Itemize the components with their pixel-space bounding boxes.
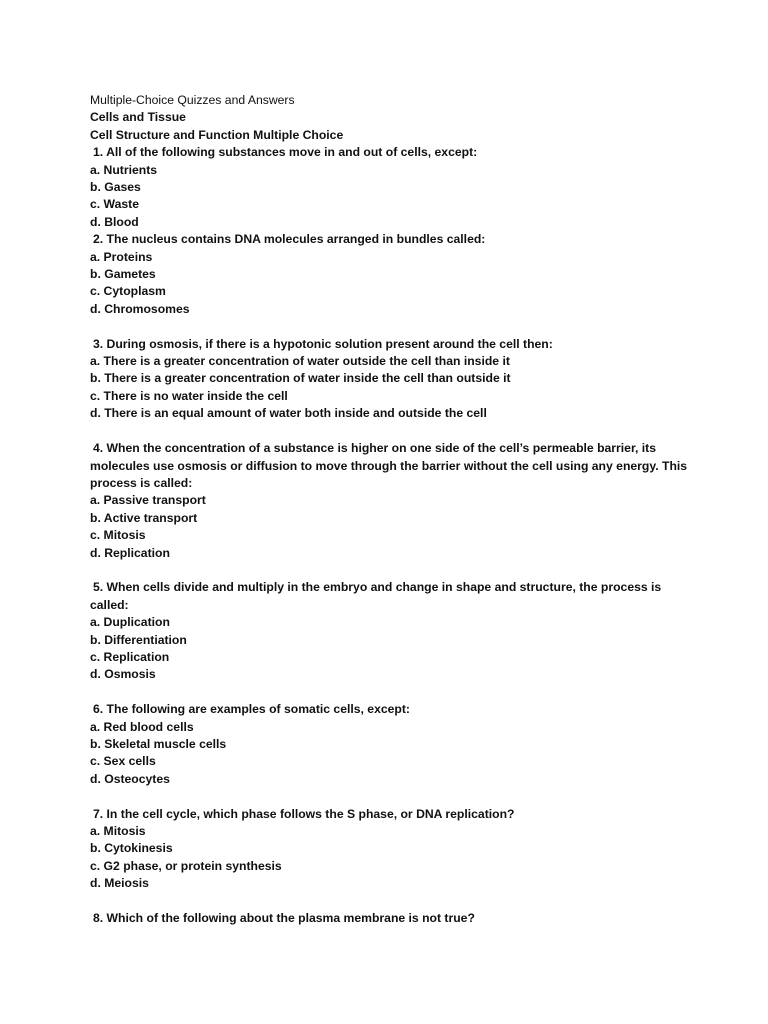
- question-2: [90, 231, 690, 318]
- question-3: [90, 336, 690, 423]
- question-stem: 8. Which of the following about the plasma membrane is not true?: [93, 911, 475, 925]
- answer-option: b. Differentiation: [90, 632, 187, 647]
- question-stem: 2. The nucleus contains DNA molecules arranged in bundles called:: [93, 232, 486, 247]
- question-stem-line: called:: [90, 597, 129, 612]
- question-stem: 1. All of the following substances move in and out of cells, except:: [93, 145, 478, 160]
- answer-option: a. Passive transport: [90, 493, 206, 508]
- answer-option: a. Duplication: [90, 615, 170, 630]
- answer-option: d. Chromosomes: [90, 301, 190, 316]
- answer-option: a. Red blood cells: [90, 719, 194, 734]
- spacer: [90, 893, 690, 910]
- answer-option: b. Gametes: [90, 267, 156, 282]
- answer-option: b. There is a greater concentration of water inside the cell than outside it: [90, 371, 511, 386]
- answer-option: d. Blood: [90, 214, 139, 229]
- section-heading: Cell Structure and Function Multiple Choice: [90, 127, 344, 142]
- document-title: Multiple-Choice Quizzes and Answers: [90, 93, 295, 107]
- answer-option: b. Cytokinesis: [90, 841, 173, 856]
- answer-option: b. Skeletal muscle cells: [90, 736, 227, 751]
- answer-option: a. Proteins: [90, 249, 153, 264]
- question-stem: 6. The following are examples of somatic cells, except:: [93, 702, 410, 717]
- answer-option: c. Replication: [90, 649, 170, 664]
- answer-option: c. G2 phase, or protein synthesis: [90, 858, 282, 873]
- question-stem: 7. In the cell cycle, which phase follows the S phase, or DNA replication?: [93, 806, 515, 821]
- answer-option: d. Replication: [90, 545, 170, 560]
- spacer: [90, 318, 690, 335]
- answer-option: d. Meiosis: [90, 876, 149, 891]
- answer-option: a. Nutrients: [90, 162, 158, 177]
- spacer: [90, 562, 690, 579]
- answer-option: b. Gases: [90, 180, 141, 195]
- answer-option: a. Mitosis: [90, 823, 146, 838]
- answer-option: c. Mitosis: [90, 528, 146, 543]
- document-subtitle: Cells and Tissue: [90, 110, 186, 125]
- question-stem-line: 4. When the concentration of a substance is higher on one side of the cell’s permeable barrier, its: [93, 441, 657, 456]
- answer-option: d. There is an equal amount of water both inside and outside the cell: [90, 406, 487, 421]
- spacer: [90, 423, 690, 440]
- spacer: [90, 684, 690, 701]
- question-6: [90, 701, 690, 788]
- answer-option: c. There is no water inside the cell: [90, 388, 288, 403]
- question-5: [90, 579, 690, 683]
- question-8: [90, 910, 690, 927]
- spacer: [90, 788, 690, 805]
- question-stem-line: process is called:: [90, 475, 193, 490]
- answer-option: d. Osmosis: [90, 667, 156, 682]
- answer-option: c. Sex cells: [90, 754, 156, 769]
- question-stem-line: 5. When cells divide and multiply in the embryo and change in shape and structure, the process is: [93, 580, 662, 595]
- question-stem-line: molecules use osmosis or diffusion to move through the barrier without the cell using any energy. This: [90, 458, 688, 473]
- question-1: [90, 144, 690, 231]
- answer-option: c. Waste: [90, 197, 139, 212]
- question-stem: 3. During osmosis, if there is a hypotonic solution present around the cell then:: [93, 336, 553, 351]
- question-4: [90, 440, 690, 562]
- answer-option: d. Osteocytes: [90, 771, 170, 786]
- answer-option: a. There is a greater concentration of water outside the cell than inside it: [90, 354, 510, 369]
- answer-option: b. Active transport: [90, 510, 198, 525]
- question-7: [90, 806, 690, 893]
- answer-option: c. Cytoplasm: [90, 284, 166, 299]
- document-content: [90, 92, 690, 927]
